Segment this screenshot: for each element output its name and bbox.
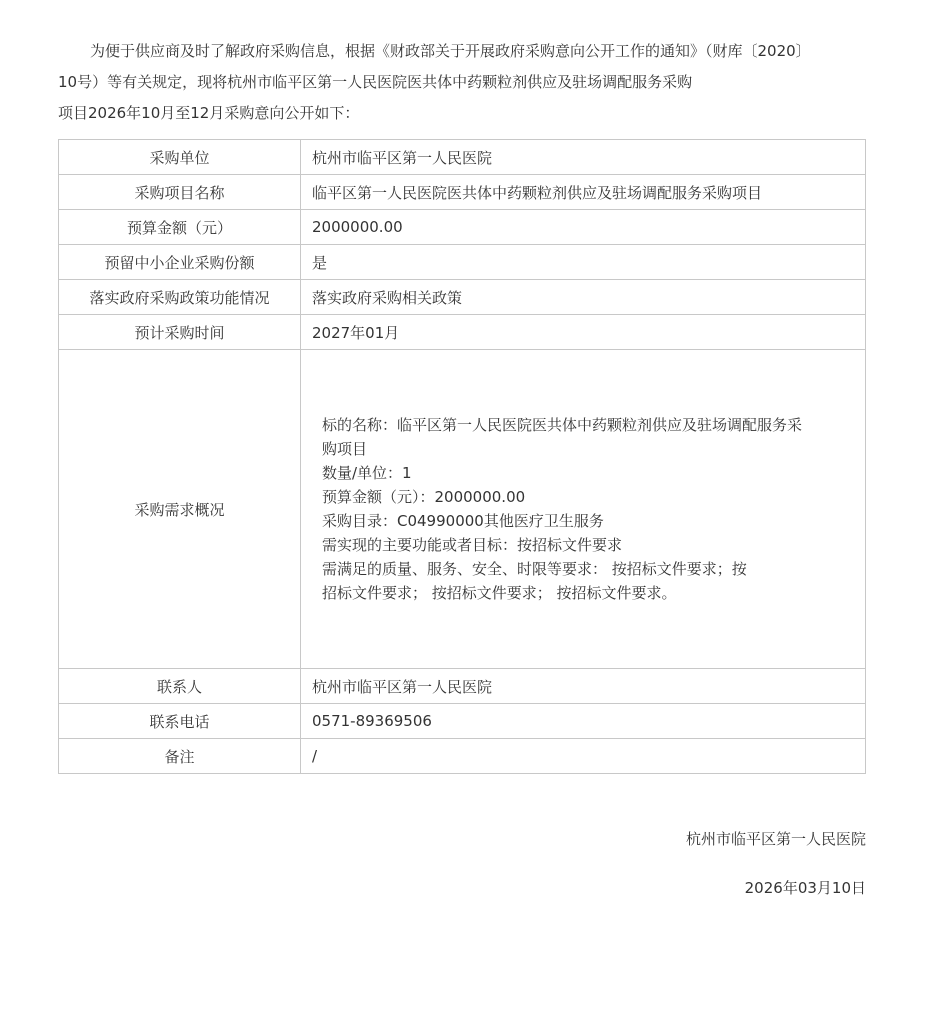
table-row: [59, 315, 866, 350]
row-label-expected-time: 预计采购时间: [59, 315, 301, 350]
table-row: [59, 280, 866, 315]
row-label-phone: 联系电话: [59, 704, 301, 739]
row-value-project-name: 临平区第一人民医院医共体中药颗粒剂供应及驻场调配服务采购项目: [301, 175, 866, 210]
requirement-line: 需实现的主要功能或者目标：按招标文件要求: [322, 536, 623, 554]
row-label-policy: 落实政府采购政策功能情况: [59, 280, 301, 315]
row-label-purchaser: 采购单位: [59, 140, 301, 175]
requirement-line: 购项目: [322, 440, 368, 458]
row-value-expected-time: 2027年01月: [301, 315, 866, 350]
intro-line-3: 项目2026年10月至12月采购意向公开如下：: [58, 104, 360, 122]
footer-date: 2026年03月10日: [744, 879, 866, 897]
table-row: [59, 245, 866, 280]
row-value-purchaser: 杭州市临平区第一人民医院: [301, 140, 866, 175]
requirement-line: 需满足的质量、服务、安全、时限等要求： 按招标文件要求；按: [322, 560, 747, 578]
requirements-text: [312, 413, 842, 605]
intro-line-2: 10号）等有关规定，现将杭州市临平区第一人民医院医共体中药颗粒剂供应及驻场调配服务采购: [58, 73, 693, 91]
row-value-remarks: /: [301, 739, 866, 774]
row-label-sme-share: 预留中小企业采购份额: [59, 245, 301, 280]
row-label-remarks: 备注: [59, 739, 301, 774]
row-value-phone: 0571-89369506: [301, 704, 866, 739]
table-row: [59, 350, 866, 669]
intro-line-1: 为便于供应商及时了解政府采购信息，根据《财政部关于开展政府采购意向公开工作的通知》（财库〔2020〕: [90, 42, 811, 60]
table-row: [59, 210, 866, 245]
table-row: [59, 140, 866, 175]
table-row: [59, 669, 866, 704]
footer-organization: 杭州市临平区第一人民医院: [685, 830, 866, 848]
row-value-requirements: [301, 350, 866, 669]
row-label-requirements: 采购需求概况: [59, 350, 301, 669]
table-row: [59, 704, 866, 739]
requirement-line: 数量/单位：1: [322, 464, 412, 482]
intro-paragraph: [58, 36, 866, 129]
row-value-sme-share: 是: [301, 245, 866, 280]
row-label-contact: 联系人: [59, 669, 301, 704]
row-value-policy: 落实政府采购相关政策: [301, 280, 866, 315]
requirement-line: 预算金额（元）：2000000.00: [322, 488, 526, 506]
row-value-contact: 杭州市临平区第一人民医院: [301, 669, 866, 704]
requirement-line: 采购目录：C04990000其他医疗卫生服务: [322, 512, 604, 530]
row-label-project-name: 采购项目名称: [59, 175, 301, 210]
table-row: [59, 739, 866, 774]
row-label-budget: 预算金额（元）: [59, 210, 301, 245]
requirement-line: 标的名称：临平区第一人民医院医共体中药颗粒剂供应及驻场调配服务采: [322, 416, 803, 434]
procurement-table: [58, 139, 866, 774]
table-row: [59, 175, 866, 210]
row-value-budget: 2000000.00: [301, 210, 866, 245]
requirement-line: 招标文件要求； 按招标文件要求； 按招标文件要求。: [322, 584, 677, 602]
